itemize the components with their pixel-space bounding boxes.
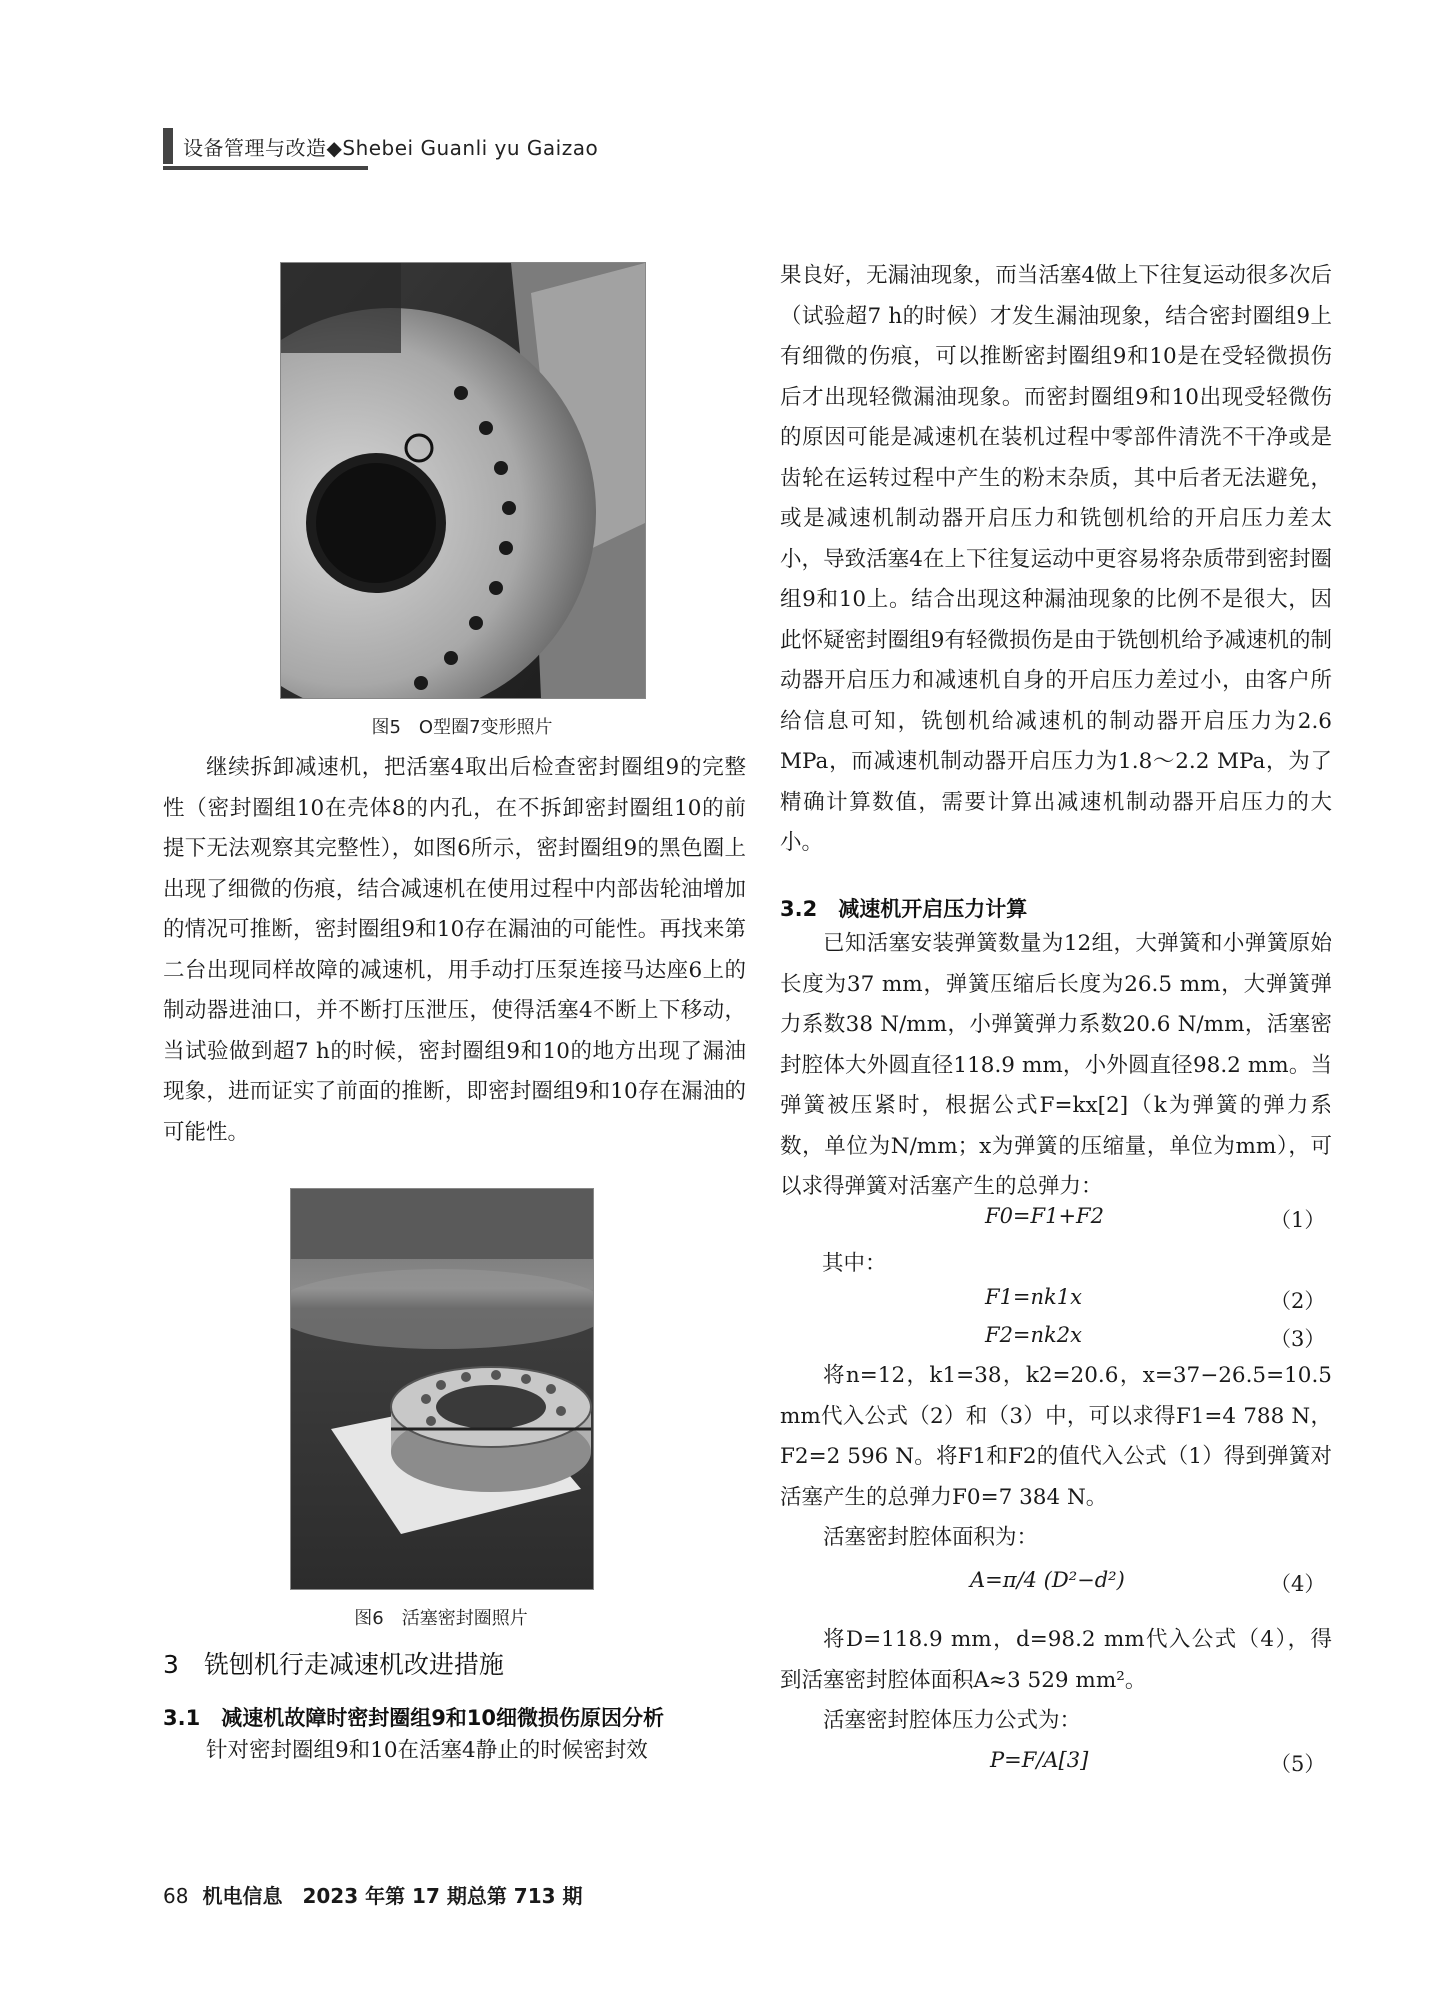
figure-6-caption: 图6 活塞密封圈照片: [354, 1608, 528, 1629]
left-column: [163, 748, 746, 1153]
right-paragraph-4: 活塞密封腔体面积为：: [823, 1525, 1039, 1550]
fig6-image: [291, 1189, 593, 1589]
equation-5-number: （5）: [1270, 1752, 1326, 1776]
right-paragraph-5: 将D=118.9 mm，d=98.2 mm代入公式（4），得到活塞密封腔体面积A≈3 529 mm²。: [780, 1627, 1332, 1693]
qizhong-label: 其中：: [822, 1251, 887, 1276]
equation-3: F2=nk2x: [985, 1323, 1082, 1347]
section-3-2-heading: 3.2 减速机开启压力计算: [780, 897, 1028, 921]
page-footer: [163, 1880, 583, 1909]
page-number: 68: [163, 1884, 189, 1908]
fig5-image: [281, 263, 645, 698]
right-paragraph-2: 已知活塞安装弹簧数量为12组，大弹簧和小弹簧原始长度为37 mm，弹簧压缩后长度为26.5 mm，大弹簧弹力系数38 N/mm，小弹簧弹力系数20.6 N/mm，活塞密封腔体大外圆直径118.9 mm，小外圆直径98.2 mm。当弹簧被压紧时，根据公式F=kx[2]（k为弹簧的弹力系数，单位为N/mm；x为弹簧的压缩量，单位为mm），可以求得弹簧对活塞产生的总弹力：: [780, 931, 1332, 1199]
right-paragraph-2-wrap: [780, 924, 1332, 1208]
left-paragraph-1: 继续拆卸减速机，把活塞4取出后检查密封圈组9的完整性（密封圈组10在壳体8的内孔，在不拆卸密封圈组10的前提下无法观察其完整性），如图6所示，密封圈组9的黑色圈上出现了细微的伤痕，结合减速机在使用过程中内部齿轮油增加的情况可推断，密封圈组9和10存在漏油的可能性。再找来第二台出现同样故障的减速机，用手动打压泵连接马达座6上的制动器进油口，并不断打压泄压，使得活塞4不断上下移动，当试验做到超7 h的时候，密封圈组9和10的地方出现了漏油现象，进而证实了前面的推断，即密封圈组9和10存在漏油的可能性。: [163, 755, 746, 1145]
right-column: [780, 256, 1332, 864]
header-rule: [163, 166, 368, 170]
equation-1: F0=F1+F2: [985, 1204, 1104, 1228]
equation-2: F1=nk1x: [985, 1285, 1082, 1309]
equation-4-number: （4）: [1270, 1572, 1326, 1596]
journal-info: 机电信息 2023 年第 17 期总第 713 期: [202, 1884, 583, 1908]
section-3-heading: 3 铣刨机行走减速机改进措施: [163, 1650, 504, 1679]
right-paragraph-1: 果良好，无漏油现象，而当活塞4做上下往复运动很多次后（试验超7 h的时候）才发生漏油现象，结合密封圈组9上有细微的伤痕，可以推断密封圈组9和10是在受轻微损伤后才出现轻微漏油现象。而密封圈组9和10出现受轻微伤的原因可能是减速机在装机过程中零部件清洗不干净或是齿轮在运转过程中产生的粉末杂质，其中后者无法避免，或是减速机制动器开启压力和铣刨机给的开启压力差太小，导致活塞4在上下往复运动中更容易将杂质带到密封圈组9和10上。结合出现这种漏油现象的比例不是很大，因此怀疑密封圈组9有轻微损伤是由于铣刨机给予减速机的制动器开启压力和减速机自身的开启压力差过小，由客户所给信息可知，铣刨机给减速机的制动器开启压力为2.6 MPa，而减速机制动器开启压力为1.8～2.2 MPa，为了精确计算数值，需要计算出减速机制动器开启压力的大小。: [780, 263, 1332, 855]
header-text: 设备管理与改造◆Shebei Guanli yu Gaizao: [183, 135, 599, 160]
equation-1-number: （1）: [1270, 1208, 1326, 1232]
right-paragraph-3: 将n=12，k1=38，k2=20.6，x=37−26.5=10.5 mm代入公式（2）和（3）中，可以求得F1=4 788 N，F2=2 596 N。将F1和F2的值代入公式（1）得到弹簧对活塞产生的总弹力F0=7 384 N。: [780, 1363, 1332, 1510]
running-header: [163, 128, 598, 164]
figure-5-photo: [280, 262, 646, 699]
section-3-1-heading: 3.1 减速机故障时密封圈组9和10细微损伤原因分析: [163, 1706, 665, 1730]
left-paragraph-2-wrap: [163, 1731, 746, 1772]
right-paragraph-5-wrap: [780, 1620, 1332, 1742]
figure-5-caption: 图5 O型圈7变形照片: [371, 717, 553, 738]
equation-2-number: （2）: [1270, 1289, 1326, 1313]
figure-6-photo: [290, 1188, 594, 1590]
equation-5: P=F/A[3]: [990, 1748, 1089, 1772]
right-paragraph-3-wrap: [780, 1356, 1332, 1559]
right-paragraph-6: 活塞密封腔体压力公式为：: [823, 1708, 1082, 1733]
equation-4: A=π/4 (D²−d²): [970, 1568, 1125, 1592]
equation-3-number: （3）: [1270, 1327, 1326, 1351]
left-paragraph-2: 针对密封圈组9和10在活塞4静止的时候密封效: [206, 1738, 648, 1763]
header-bar: [163, 128, 173, 164]
